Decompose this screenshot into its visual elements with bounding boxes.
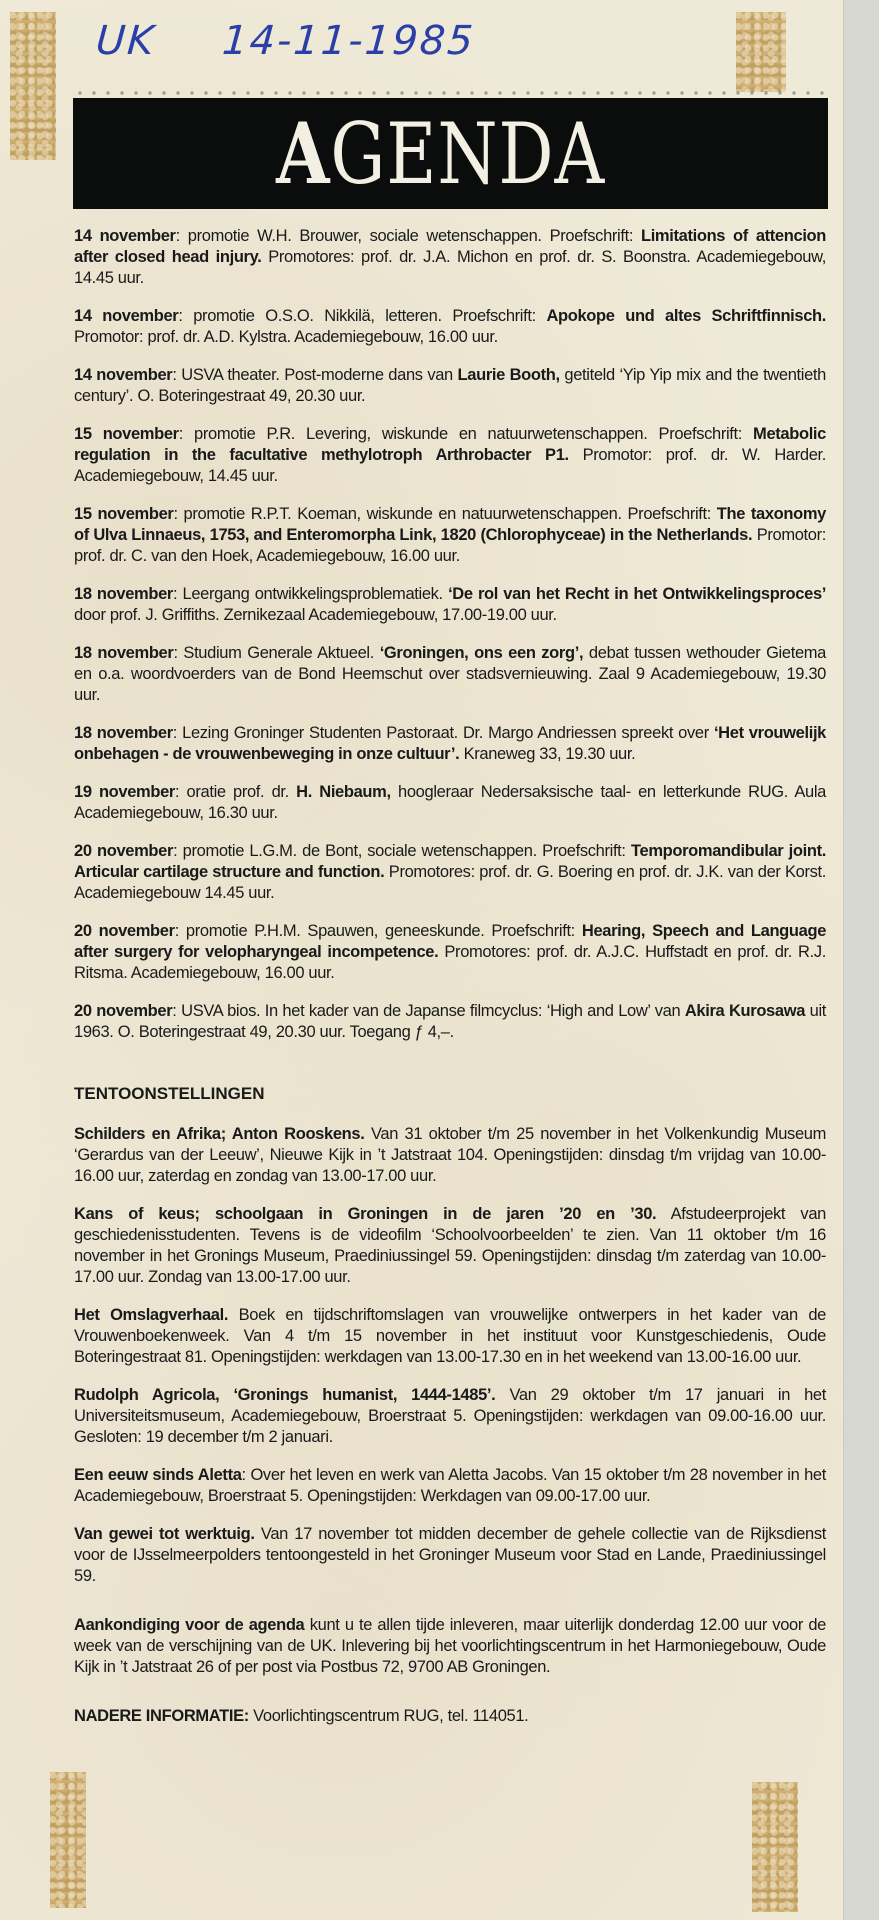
exhibition-entry (74, 1465, 826, 1507)
body-text: Lezing Groninger Studenten Pastoraat. Dr. Margo Andriessen spreekt over (182, 724, 714, 742)
agenda-entry (74, 1001, 826, 1043)
contact-label: NADERE INFORMATIE: (74, 1707, 249, 1725)
exhibitions-list (74, 1124, 826, 1587)
body-text: debat tussen wethouder Gietema en o.a. woordvoerders van de Bond Heemschut over stadsvernieuwing. Zaal 9 Academiegebouw, 19.30 uur. (74, 644, 826, 704)
bold-text: Van gewei tot werktuig. (74, 1525, 255, 1543)
agenda-date: 19 november (74, 783, 176, 801)
body-text: oratie prof. dr. (186, 783, 297, 801)
agenda-banner (73, 98, 828, 209)
body-text: : Over het leven en werk van Aletta Jacobs. Van 15 oktober t/m 28 november in het Academiegebouw, Broerstraat 5. Openingstijden: Werkdagen van 09.00-17.00 uur. (74, 1466, 826, 1505)
page-title (276, 103, 605, 203)
date-separator: : (178, 307, 194, 325)
handwritten-note (94, 18, 476, 64)
body-text: promotie O.S.O. Nikkilä, letteren. Proefschrift: (193, 307, 547, 325)
body-text: USVA theater. Post-moderne dans van (181, 366, 458, 384)
bold-text: ‘Groningen, ons een zorg’, (379, 644, 584, 662)
body-text: promotie P.H.M. Spauwen, geneeskunde. Proefschrift: (185, 922, 582, 940)
tape-mark-bottom-left (50, 1772, 86, 1908)
contact-info (74, 1706, 826, 1727)
agenda-entry (74, 723, 826, 765)
date-separator: : (174, 922, 186, 940)
handwritten-date: 14-11-1985 (220, 18, 477, 64)
agenda-entry (74, 643, 826, 706)
body-text: promotie R.P.T. Koeman, wiskunde en natuurwetenschappen. Proefschrift: (183, 505, 717, 523)
bold-text: Limitations of attencion after closed head injury. (74, 227, 827, 266)
date-separator: : (173, 644, 184, 662)
body-text: Van 31 oktober t/m 25 november in het Volkenkundig Museum ‘Gerardus van der Leeuw’, Nieuwe Kijk in ’t Jatstraat 104. Openingstijden: dinsdag t/m vrijdag van 10.00-16.00 uur, zaterdag en zondag van 13.00-17.00 uur. (74, 1125, 826, 1185)
bold-text: Schilders en Afrika; Anton Rooskens. (74, 1125, 365, 1143)
agenda-list (74, 226, 826, 1043)
bold-text: Kans of keus; schoolgaan in Groningen in de jaren ’20 en ’30. (74, 1205, 657, 1223)
agenda-date: 20 november (74, 842, 174, 860)
body-text: Promotor: prof. dr. W. Harder. Academiegebouw, 14.45 uur. (74, 446, 827, 485)
exhibitions-heading: TENTOONSTELLINGEN (74, 1084, 265, 1103)
agenda-entry (74, 584, 826, 626)
agenda-date: 18 november (74, 585, 173, 603)
tape-mark-bottom-right (752, 1782, 798, 1912)
bold-text: ‘Het vrouwelijk onbehagen - de vrouwenbeweging in onze cultuur’. (74, 724, 827, 763)
handwritten-publication: UK (94, 18, 158, 64)
date-separator: : (178, 425, 195, 443)
date-separator: : (172, 366, 182, 384)
agenda-entry (74, 921, 826, 984)
body-text: Van 17 november tot midden december de gehele collectie van de Rijksdienst voor de IJsselmeerpolders tentoongesteld in het Groninger Museum voor Stad en Lande, Praediniussingel 59. (74, 1525, 827, 1585)
contact-text: Voorlichtingscentrum RUG, tel. 114051. (248, 1707, 529, 1725)
agenda-content (74, 226, 826, 1744)
scan-backing (844, 0, 879, 1920)
agenda-entry (74, 841, 826, 904)
tape-mark-top-left (10, 12, 56, 160)
agenda-entry (74, 306, 826, 348)
exhibition-entry (74, 1385, 826, 1448)
tape-mark-top-right (736, 12, 786, 92)
body-text: Promotor: prof. dr. A.D. Kylstra. Academiegebouw, 16.00 uur. (74, 328, 498, 346)
announcement (74, 1615, 826, 1678)
agenda-entry (74, 365, 826, 407)
body-text: getiteld ‘Yip Yip mix and the twentieth century’. O. Boteringestraat 49, 20.30 uur. (74, 366, 826, 405)
agenda-date: 14 november (74, 307, 179, 325)
agenda-date: 20 november (74, 1002, 173, 1020)
bold-text: Rudolph Agricola, ‘Gronings humanist, 1444-1485’. (74, 1386, 496, 1404)
body-text: promotie L.G.M. de Bont, sociale wetenschappen. Proefschrift: (182, 842, 631, 860)
bold-text: Hearing, Speech and Language after surgery for velopharyngeal incompetence. (74, 922, 827, 961)
body-text: Van 29 oktober t/m 17 januari in het Universiteitsmuseum, Academiegebouw, Broerstraat 5. Openingstijden: werkdagen van 09.00-16.00 uur. Gesloten: 19 december t/m 2 januari. (74, 1386, 826, 1446)
bold-text: ‘De rol van het Recht in het Ontwikkelingsproces’ (448, 585, 827, 603)
bold-text: Aankondiging voor de agenda (74, 1616, 305, 1634)
exhibition-entry (74, 1524, 826, 1587)
bold-text: Temporomandibular joint. Articular cartilage structure and function. (74, 842, 826, 881)
bold-text: Apokope und altes Schriftfinnisch. (546, 307, 827, 325)
body-text: Leergang ontwikkelingsproblematiek. (182, 585, 449, 603)
title-rest: GENDA (330, 104, 605, 203)
agenda-entry (74, 226, 826, 289)
body-text: Promotores: prof. dr. A.J.C. Huffstadt en prof. dr. R.J. Ritsma. Academiegebouw, 16.00 uur. (74, 943, 826, 982)
body-text: promotie W.H. Brouwer, sociale wetenschappen. Proefschrift: (187, 227, 641, 245)
agenda-date: 14 november (74, 227, 176, 245)
body-text: hoogleraar Nedersaksische taal- en letterkunde RUG. Aula Academiegebouw, 16.30 uur. (74, 783, 826, 822)
body-text: promotie P.R. Levering, wiskunde en natuurwetenschappen. Proefschrift: (194, 425, 754, 443)
agenda-entry (74, 424, 826, 487)
bold-text: Een eeuw sinds Aletta (74, 1466, 242, 1484)
date-separator: : (172, 724, 183, 742)
agenda-entry (74, 504, 826, 567)
bold-text: H. Niebaum, (296, 783, 391, 801)
date-separator: : (172, 585, 183, 603)
body-text: Kraneweg 33, 19.30 uur. (459, 745, 636, 763)
exhibition-entry (74, 1204, 826, 1288)
body-text: Boek en tijdschriftomslagen van vrouwelijke ontwerpers in het kader van de Vrouwenboekenweek. Van 4 t/m 15 november in het instituut voor Kunstgeschiedenis, Oude Boteringestraat 81. Openingstijden: werkdagen van 13.00-17.30 en in het weekend van 13.00-16.00 uur. (74, 1306, 826, 1366)
banner-dot-border (73, 88, 833, 98)
date-separator: : (172, 1002, 182, 1020)
body-text: Promotor: prof. dr. C. van den Hoek, Academiegebouw, 16.00 uur. (74, 526, 826, 565)
date-separator: : (173, 842, 183, 860)
agenda-entry (74, 782, 826, 824)
body-text: Promotores: prof. dr. G. Boering en prof. dr. J.K. van der Korst. Academiegebouw 14.45 uur. (74, 863, 826, 902)
date-separator: : (173, 505, 184, 523)
agenda-date: 18 november (74, 724, 173, 742)
body-text: USVA bios. In het kader van de Japanse filmcyclus: ‘High and Low’ van (181, 1002, 685, 1020)
bold-text: Laurie Booth, (457, 366, 560, 384)
agenda-date: 20 november (74, 922, 175, 940)
exhibition-entry (74, 1305, 826, 1368)
body-text: uit 1963. O. Boteringestraat 49, 20.30 uur. Toegang ƒ 4,–. (74, 1002, 826, 1041)
date-separator: : (175, 227, 188, 245)
agenda-date: 15 november (74, 505, 174, 523)
body-text: Promotores: prof. dr. J.A. Michon en prof. dr. S. Boonstra. Academiegebouw, 14.45 uur. (74, 248, 826, 287)
body-text: Studium Generale Aktueel. (183, 644, 380, 662)
bold-text: The taxonomy of Ulva Linnaeus, 1753, and Enteromorpha Link, 1820 (Chlorophyceae) in the Netherlands. (74, 505, 826, 544)
bold-text: Het Omslagverhaal. (74, 1306, 229, 1324)
exhibition-entry (74, 1124, 826, 1187)
bold-text: Metabolic regulation in the facultative methylotroph Arthrobacter P1. (74, 425, 826, 464)
agenda-date: 15 november (74, 425, 179, 443)
agenda-date: 18 november (74, 644, 174, 662)
date-separator: : (175, 783, 187, 801)
body-text: Afstudeerprojekt van geschiedenisstudenten. Tevens is de videofilm ‘Schoolvoorbeelden’ te zien. Van 11 oktober t/m 16 november in het Gronings Museum, Praediniussingel 59. Openingstijden: dinsdag t/m zaterdag van 10.00-17.00 uur. Zondag van 13.00-17.00 uur. (74, 1205, 826, 1286)
body-text: door prof. J. Griffiths. Zernikezaal Academiegebouw, 17.00-19.00 uur. (74, 606, 557, 624)
body-text: kunt u te allen tijde inleveren, maar uiterlijk donderdag 12.00 uur voor de week van de verschijning van de UK. Inlevering bij het voorlichtingscentrum in het Harmoniegebouw, Oude Kijk in ’t Jatstraat 26 of per post via Postbus 72, 9700 AB Groningen. (74, 1616, 826, 1676)
agenda-date: 14 november (74, 366, 173, 384)
title-initial: A (276, 103, 331, 203)
bold-text: Akira Kurosawa (684, 1002, 806, 1020)
